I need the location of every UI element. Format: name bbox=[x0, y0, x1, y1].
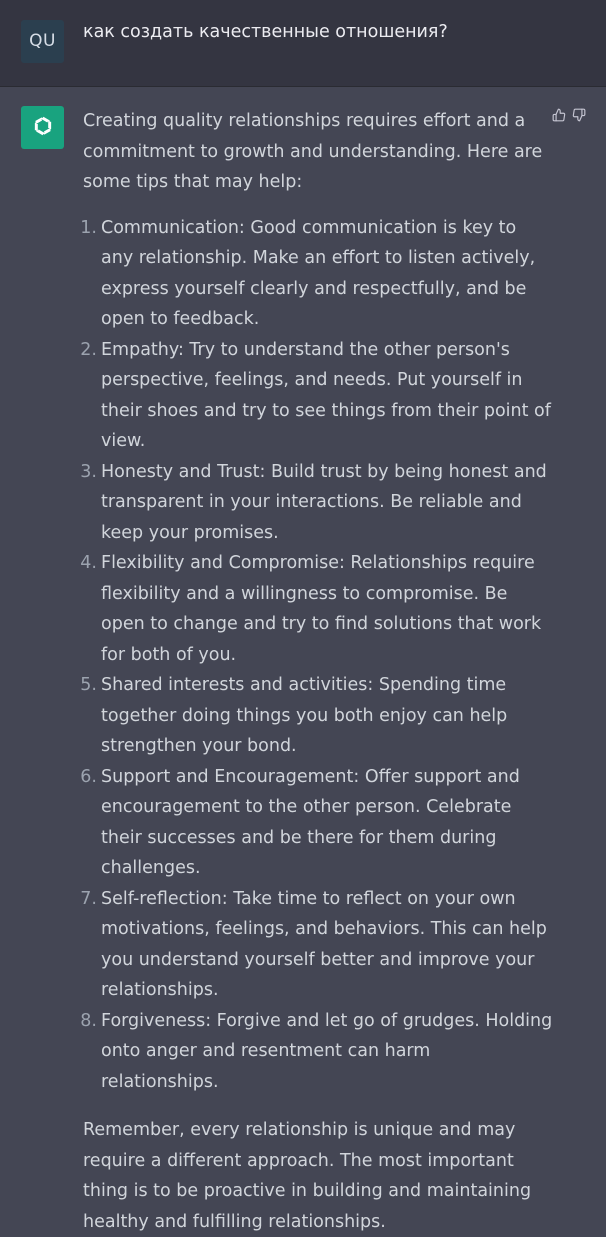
list-item bbox=[80, 335, 553, 457]
list-item-number: 4. bbox=[80, 553, 97, 573]
list-item-number: 8. bbox=[80, 1010, 97, 1031]
list-item-text: Empathy: Try to understand the other person's perspective, feelings, and needs. Put yourself in their shoes and try to see things from their point of view. bbox=[101, 339, 551, 451]
feedback-buttons bbox=[552, 107, 586, 121]
list-item-number: 2. bbox=[80, 339, 97, 360]
thumbs-down-icon[interactable] bbox=[572, 107, 586, 121]
thumbs-up-icon[interactable] bbox=[552, 107, 566, 121]
list-item-number: 6. bbox=[80, 766, 97, 787]
assistant-message-content bbox=[80, 106, 553, 1237]
list-item-text: Self-reflection: Take time to reflect on your own motivations, feelings, and behaviors. This can help you understand yourself better and improve your relationships. bbox=[101, 888, 547, 1000]
user-message-text: как создать качественные отношения? bbox=[83, 22, 448, 42]
openai-logo-icon bbox=[31, 114, 55, 142]
assistant-message-row bbox=[0, 87, 606, 1232]
list-item-text: Shared interests and activities: Spending time together doing things you both enjoy can help strengthen your bond. bbox=[101, 675, 508, 756]
list-item bbox=[80, 670, 553, 762]
list-item bbox=[80, 1006, 553, 1098]
list-item-text: Forgiveness: Forgive and let go of grudges. Holding onto anger and resentment can harm relationships. bbox=[101, 1010, 553, 1092]
list-item-text: Flexibility and Compromise: Relationships require flexibility and a willingness to compromise. Be open to change and try to find solutions that work for both of you. bbox=[101, 553, 542, 665]
tips-list bbox=[80, 213, 553, 1098]
assistant-avatar bbox=[21, 106, 64, 149]
list-item bbox=[80, 762, 553, 884]
list-item-text: Communication: Good communication is key to any relationship. Make an effort to listen actively, express yourself clearly and respectfully, and be open to feedback. bbox=[101, 217, 536, 329]
list-item bbox=[80, 884, 553, 1006]
list-item-number: 1. bbox=[80, 217, 97, 238]
user-message-row bbox=[0, 0, 606, 87]
list-item bbox=[80, 457, 553, 549]
assistant-intro: Creating quality relationships requires effort and a commitment to growth and understanding. Here are some tips that may help: bbox=[83, 111, 543, 192]
user-avatar: QU bbox=[21, 20, 64, 63]
list-item-number: 5. bbox=[80, 675, 97, 695]
list-item bbox=[80, 213, 553, 335]
list-item-text: Support and Encouragement: Offer support and encouragement to the other person. Celebrate their successes and be there for them during challenges. bbox=[101, 766, 520, 878]
assistant-outro: Remember, every relationship is unique and may require a different approach. The most important thing is to be proactive in building and maintaining healthy and fulfilling relationships. bbox=[83, 1120, 532, 1232]
list-item-text: Honesty and Trust: Build trust by being honest and transparent in your interactions. Be reliable and keep your promises. bbox=[101, 461, 547, 543]
list-item bbox=[80, 548, 553, 670]
list-item-number: 3. bbox=[80, 461, 97, 482]
list-item-number: 7. bbox=[80, 888, 97, 909]
